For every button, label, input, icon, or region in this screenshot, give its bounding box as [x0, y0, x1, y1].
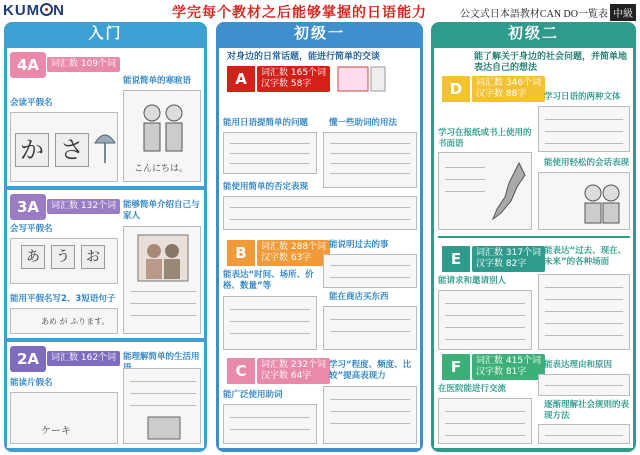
worksheet-image [123, 226, 201, 334]
worksheet-image [538, 374, 630, 396]
column-intro-text: 对身边的日常话题，能进行简单的交谈 [227, 52, 381, 62]
building-icon [144, 413, 184, 441]
level-badge: 4A [10, 52, 46, 78]
worksheet-image [223, 404, 317, 444]
skill-label: 能说简单的寒暄语 [123, 76, 192, 86]
worksheet-image [538, 106, 630, 152]
vocab-count: 词汇数 288个词 汉字数 63字 [257, 240, 330, 266]
people-illustration-icon [134, 99, 190, 155]
conversation-illustration-icon [579, 179, 625, 225]
column-title: 初级一 [293, 24, 345, 42]
worksheet-image [438, 398, 532, 444]
worksheet-image [10, 308, 118, 334]
logo-o-mark [40, 3, 53, 16]
skill-label: 学习日语的两种文体 [544, 92, 621, 102]
vocab-count: 词汇数 232个词 汉字数 64字 [257, 358, 330, 384]
skill-label: 逐渐理解社会规则的表现方法 [544, 400, 630, 421]
level-badge: C [227, 358, 255, 384]
worksheet-image [323, 386, 417, 444]
column-beginner-1 [216, 22, 423, 452]
bubble-text: あめ が ふります。 [41, 317, 110, 326]
skill-label: 懂一些助词的用法 [329, 118, 398, 128]
kana-box: お [81, 245, 105, 269]
vocab-count: 词汇数 132个词 [47, 199, 120, 214]
worksheet-image [438, 290, 532, 350]
skill-label: 学习“程度、频度、比较”提高表现力 [329, 360, 412, 381]
vocab-count: 词汇数 109个词 [47, 57, 120, 72]
skill-label: 能请求和邀请别人 [438, 276, 507, 286]
column-title: 初级二 [507, 24, 559, 42]
level-badge: B [227, 240, 255, 266]
skill-label: 能说明过去的事 [329, 240, 389, 250]
skill-label: 能表达“时间、场所、价格、数量”等 [223, 270, 314, 291]
section-divider [438, 236, 630, 238]
skill-label: 能使用简单的否定表现 [223, 182, 309, 192]
skill-label: 能用日语提简单的问题 [223, 118, 309, 128]
skill-label: 会写平假名 [10, 224, 53, 234]
worksheet-image [223, 196, 417, 230]
level-panel-2a [7, 342, 204, 448]
level-badge: D [442, 76, 470, 102]
vocab-count: 词汇数 162个词 [47, 351, 120, 366]
skill-label: 会读平假名 [10, 98, 53, 108]
skill-label: 在医院能进行交流 [438, 384, 507, 394]
column-beginner-2 [431, 22, 636, 452]
worksheet-image [10, 238, 118, 284]
level-badge: 3A [10, 194, 46, 220]
column-intro [4, 22, 207, 452]
column-intro-text: 能了解关于身边的社会问题，并简单地表达自己的想法 [474, 52, 628, 73]
skill-label: 能表达理由和原因 [544, 360, 613, 370]
worksheet-image [323, 254, 417, 288]
skill-label: 能使用轻松的会话表现 [544, 158, 630, 168]
column-panel [219, 48, 420, 448]
cando-label: 公文式日本語教材CAN DO一覧表 中級 [460, 4, 636, 21]
vocab-count: 词汇数 165个词 汉字数 58字 [257, 66, 330, 92]
skill-label: 能读片假名 [10, 378, 53, 388]
kana-box: か [15, 133, 49, 167]
worksheet-image [10, 392, 118, 444]
kana-box: う [51, 245, 75, 269]
column-panel [434, 48, 633, 448]
kana-box: さ [55, 133, 89, 167]
level-panel-3a [7, 190, 204, 338]
worksheet-image [323, 132, 417, 188]
level-badge: F [442, 354, 470, 380]
worksheet-image [123, 90, 201, 182]
skill-label: 能广泛使用助词 [223, 390, 283, 400]
japan-map-icon [489, 161, 529, 223]
worksheet-image [438, 152, 532, 230]
level-panel-4a [7, 48, 204, 186]
katakana-sample: ケーキ [41, 426, 71, 437]
worksheet-image [10, 112, 118, 182]
kana-box: あ [21, 245, 45, 269]
skill-label: 能够简单介绍自己与家人 [123, 200, 200, 221]
worksheet-image [223, 296, 317, 350]
worksheet-image [223, 132, 317, 174]
worksheet-image [538, 424, 630, 444]
family-photo-icon [136, 233, 190, 283]
skill-label: 能在商店买东西 [329, 292, 389, 302]
skill-label: 能用平假名写2、3短语句子 [10, 294, 116, 304]
page-header [0, 0, 640, 20]
level-badge: E [442, 246, 470, 272]
level-badge: A [227, 66, 255, 92]
greeting-text: こんにちは。 [134, 164, 189, 174]
vocab-count: 词汇数 317个词 汉字数 82字 [472, 246, 545, 272]
worksheet-image [123, 368, 201, 444]
worksheet-image [538, 172, 630, 230]
page-title: 学完每个教材之后能够掌握的日语能力 [172, 5, 427, 21]
level-badge: 2A [10, 346, 46, 372]
kumon-logo: KUM N [3, 2, 66, 19]
skill-label: 能表达“过去、现在、未来”的各种场面 [544, 246, 627, 267]
skill-label: 学习在报纸或书上使用的书面语 [438, 128, 532, 149]
level-tag: 中級 [610, 4, 636, 21]
book-cover-icon [337, 66, 387, 92]
vocab-count: 词汇数 415个词 汉字数 81字 [472, 354, 545, 380]
worksheet-image [323, 306, 417, 350]
skill-label: 能理解简单的生活用 [123, 352, 200, 362]
umbrella-icon [93, 127, 117, 167]
column-title: 入门 [88, 24, 123, 42]
vocab-count: 词汇数 346个词 汉字数 88字 [472, 76, 545, 102]
worksheet-image [538, 274, 630, 350]
